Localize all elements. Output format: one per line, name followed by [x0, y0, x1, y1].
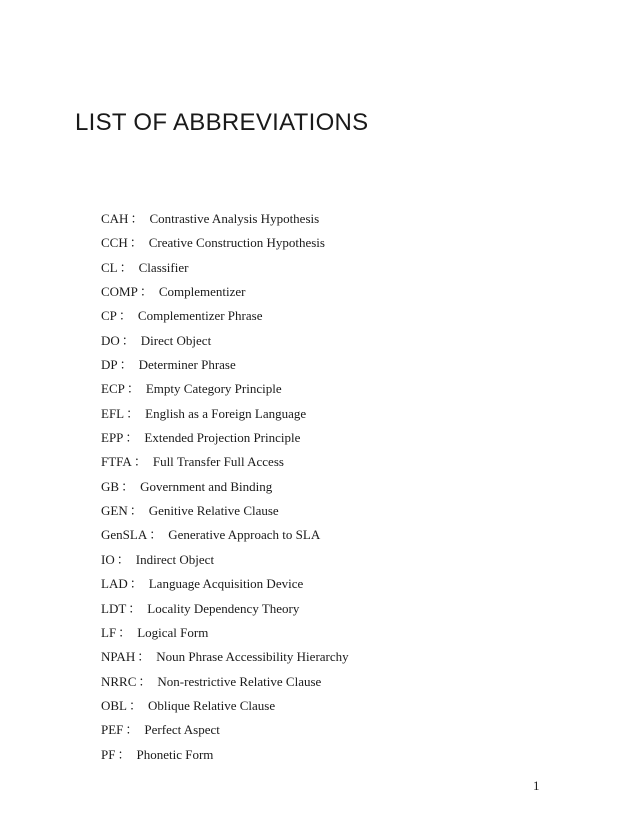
- abbreviation-meaning: Generative Approach to SLA: [168, 527, 321, 543]
- abbreviation-term: CCH: [101, 235, 128, 251]
- abbreviation-entry: [101, 625, 349, 649]
- abbreviation-meaning: Language Acquisition Device: [148, 576, 304, 592]
- abbreviation-separator: ：: [149, 527, 163, 543]
- abbreviation-meaning: Complementizer: [158, 284, 246, 300]
- abbreviation-meaning: Perfect Aspect: [144, 722, 220, 738]
- abbreviation-meaning: Direct Object: [140, 332, 212, 348]
- abbreviation-separator: ：: [118, 624, 132, 640]
- abbreviation-term: GB: [101, 478, 120, 494]
- abbreviation-entry: [101, 503, 349, 527]
- abbreviation-term: LAD: [101, 576, 128, 592]
- abbreviation-entry: [101, 406, 349, 430]
- abbreviation-term: LF: [101, 624, 117, 640]
- abbreviation-meaning: Government and Binding: [140, 478, 273, 494]
- abbreviation-entry: [101, 235, 349, 259]
- abbreviation-separator: ：: [119, 259, 133, 275]
- page-title: LIST OF ABBREVIATIONS: [75, 109, 369, 136]
- abbreviation-meaning: Logical Form: [137, 624, 209, 640]
- abbreviation-meaning: Classifier: [138, 259, 189, 275]
- abbreviation-term: GEN: [101, 503, 128, 519]
- abbreviation-meaning: Phonetic Form: [136, 746, 214, 762]
- abbreviation-entry: [101, 479, 349, 503]
- abbreviation-term: OBL: [101, 697, 127, 713]
- abbreviation-meaning: Noun Phrase Accessibility Hierarchy: [156, 649, 349, 665]
- abbreviation-meaning: English as a Foreign Language: [145, 405, 307, 421]
- abbreviation-separator: ：: [129, 503, 143, 519]
- abbreviation-separator: ：: [129, 235, 143, 251]
- abbreviation-separator: ：: [121, 332, 135, 348]
- abbreviation-meaning: Contrastive Analysis Hypothesis: [149, 211, 320, 226]
- abbreviation-meaning: Non-restrictive Relative Clause: [157, 673, 322, 689]
- abbreviation-meaning: Full Transfer Full Access: [152, 454, 284, 470]
- abbreviation-separator: ：: [133, 454, 147, 470]
- abbreviation-meaning: Genitive Relative Clause: [148, 503, 279, 519]
- abbreviation-term: PF: [101, 746, 116, 762]
- abbreviation-separator: ：: [118, 308, 132, 324]
- abbreviation-term: GenSLA: [101, 527, 148, 543]
- abbreviation-entry: [101, 211, 349, 235]
- abbreviation-entry: [101, 698, 349, 722]
- abbreviation-term: NPAH: [101, 649, 136, 665]
- abbreviation-separator: ：: [125, 430, 139, 446]
- abbreviation-entry: [101, 430, 349, 454]
- abbreviation-meaning: Empty Category Principle: [145, 381, 282, 397]
- abbreviation-entry: [101, 552, 349, 576]
- abbreviation-entry: [101, 260, 349, 284]
- abbreviation-term: DO: [101, 332, 120, 348]
- abbreviation-separator: ：: [126, 381, 140, 397]
- abbreviation-entry: [101, 527, 349, 551]
- abbreviation-meaning: Oblique Relative Clause: [148, 697, 276, 713]
- abbreviation-separator: ：: [129, 697, 143, 713]
- abbreviation-entry: [101, 357, 349, 381]
- abbreviation-term: IO: [101, 551, 115, 567]
- abbreviation-term: LDT: [101, 600, 127, 616]
- abbreviation-meaning: Locality Dependency Theory: [147, 600, 300, 616]
- abbreviation-list: [101, 211, 349, 771]
- abbreviation-entry: [101, 722, 349, 746]
- abbreviation-entry: [101, 333, 349, 357]
- abbreviation-separator: ：: [128, 600, 142, 616]
- abbreviation-separator: ：: [129, 576, 143, 592]
- abbreviation-entry: [101, 601, 349, 625]
- page-number: 1: [533, 778, 540, 793]
- abbreviation-entry: [101, 576, 349, 600]
- abbreviation-entry: [101, 649, 349, 673]
- abbreviation-term: ECP: [101, 381, 125, 397]
- abbreviation-term: DP: [101, 357, 118, 373]
- abbreviation-separator: ：: [119, 357, 133, 373]
- abbreviation-term: CP: [101, 308, 117, 324]
- abbreviation-entry: [101, 674, 349, 698]
- abbreviation-meaning: Indirect Object: [135, 551, 215, 567]
- abbreviation-separator: ：: [138, 673, 152, 689]
- abbreviation-term: CL: [101, 259, 118, 275]
- abbreviation-term: EPP: [101, 430, 124, 446]
- abbreviation-term: FTFA: [101, 454, 132, 470]
- abbreviation-term: PEF: [101, 722, 124, 738]
- abbreviation-term: NRRC: [101, 673, 137, 689]
- abbreviation-separator: ：: [121, 478, 135, 494]
- abbreviation-term: EFL: [101, 405, 125, 421]
- abbreviation-entry: [101, 381, 349, 405]
- abbreviation-separator: ：: [117, 746, 131, 762]
- abbreviation-meaning: Determiner Phrase: [138, 357, 236, 373]
- abbreviation-separator: ：: [116, 551, 130, 567]
- abbreviation-term: CAH: [101, 211, 129, 226]
- abbreviation-entry: [101, 454, 349, 478]
- abbreviation-entry: [101, 308, 349, 332]
- abbreviation-meaning: Complementizer Phrase: [137, 308, 263, 324]
- abbreviation-separator: ：: [139, 284, 153, 300]
- abbreviation-separator: ：: [125, 722, 139, 738]
- abbreviation-separator: ：: [126, 405, 140, 421]
- abbreviation-entry: [101, 284, 349, 308]
- abbreviation-term: COMP: [101, 284, 138, 300]
- abbreviation-separator: ：: [130, 211, 144, 226]
- abbreviation-meaning: Creative Construction Hypothesis: [148, 235, 325, 251]
- abbreviation-separator: ：: [137, 649, 151, 665]
- abbreviation-meaning: Extended Projection Principle: [144, 430, 301, 446]
- abbreviation-entry: [101, 747, 349, 771]
